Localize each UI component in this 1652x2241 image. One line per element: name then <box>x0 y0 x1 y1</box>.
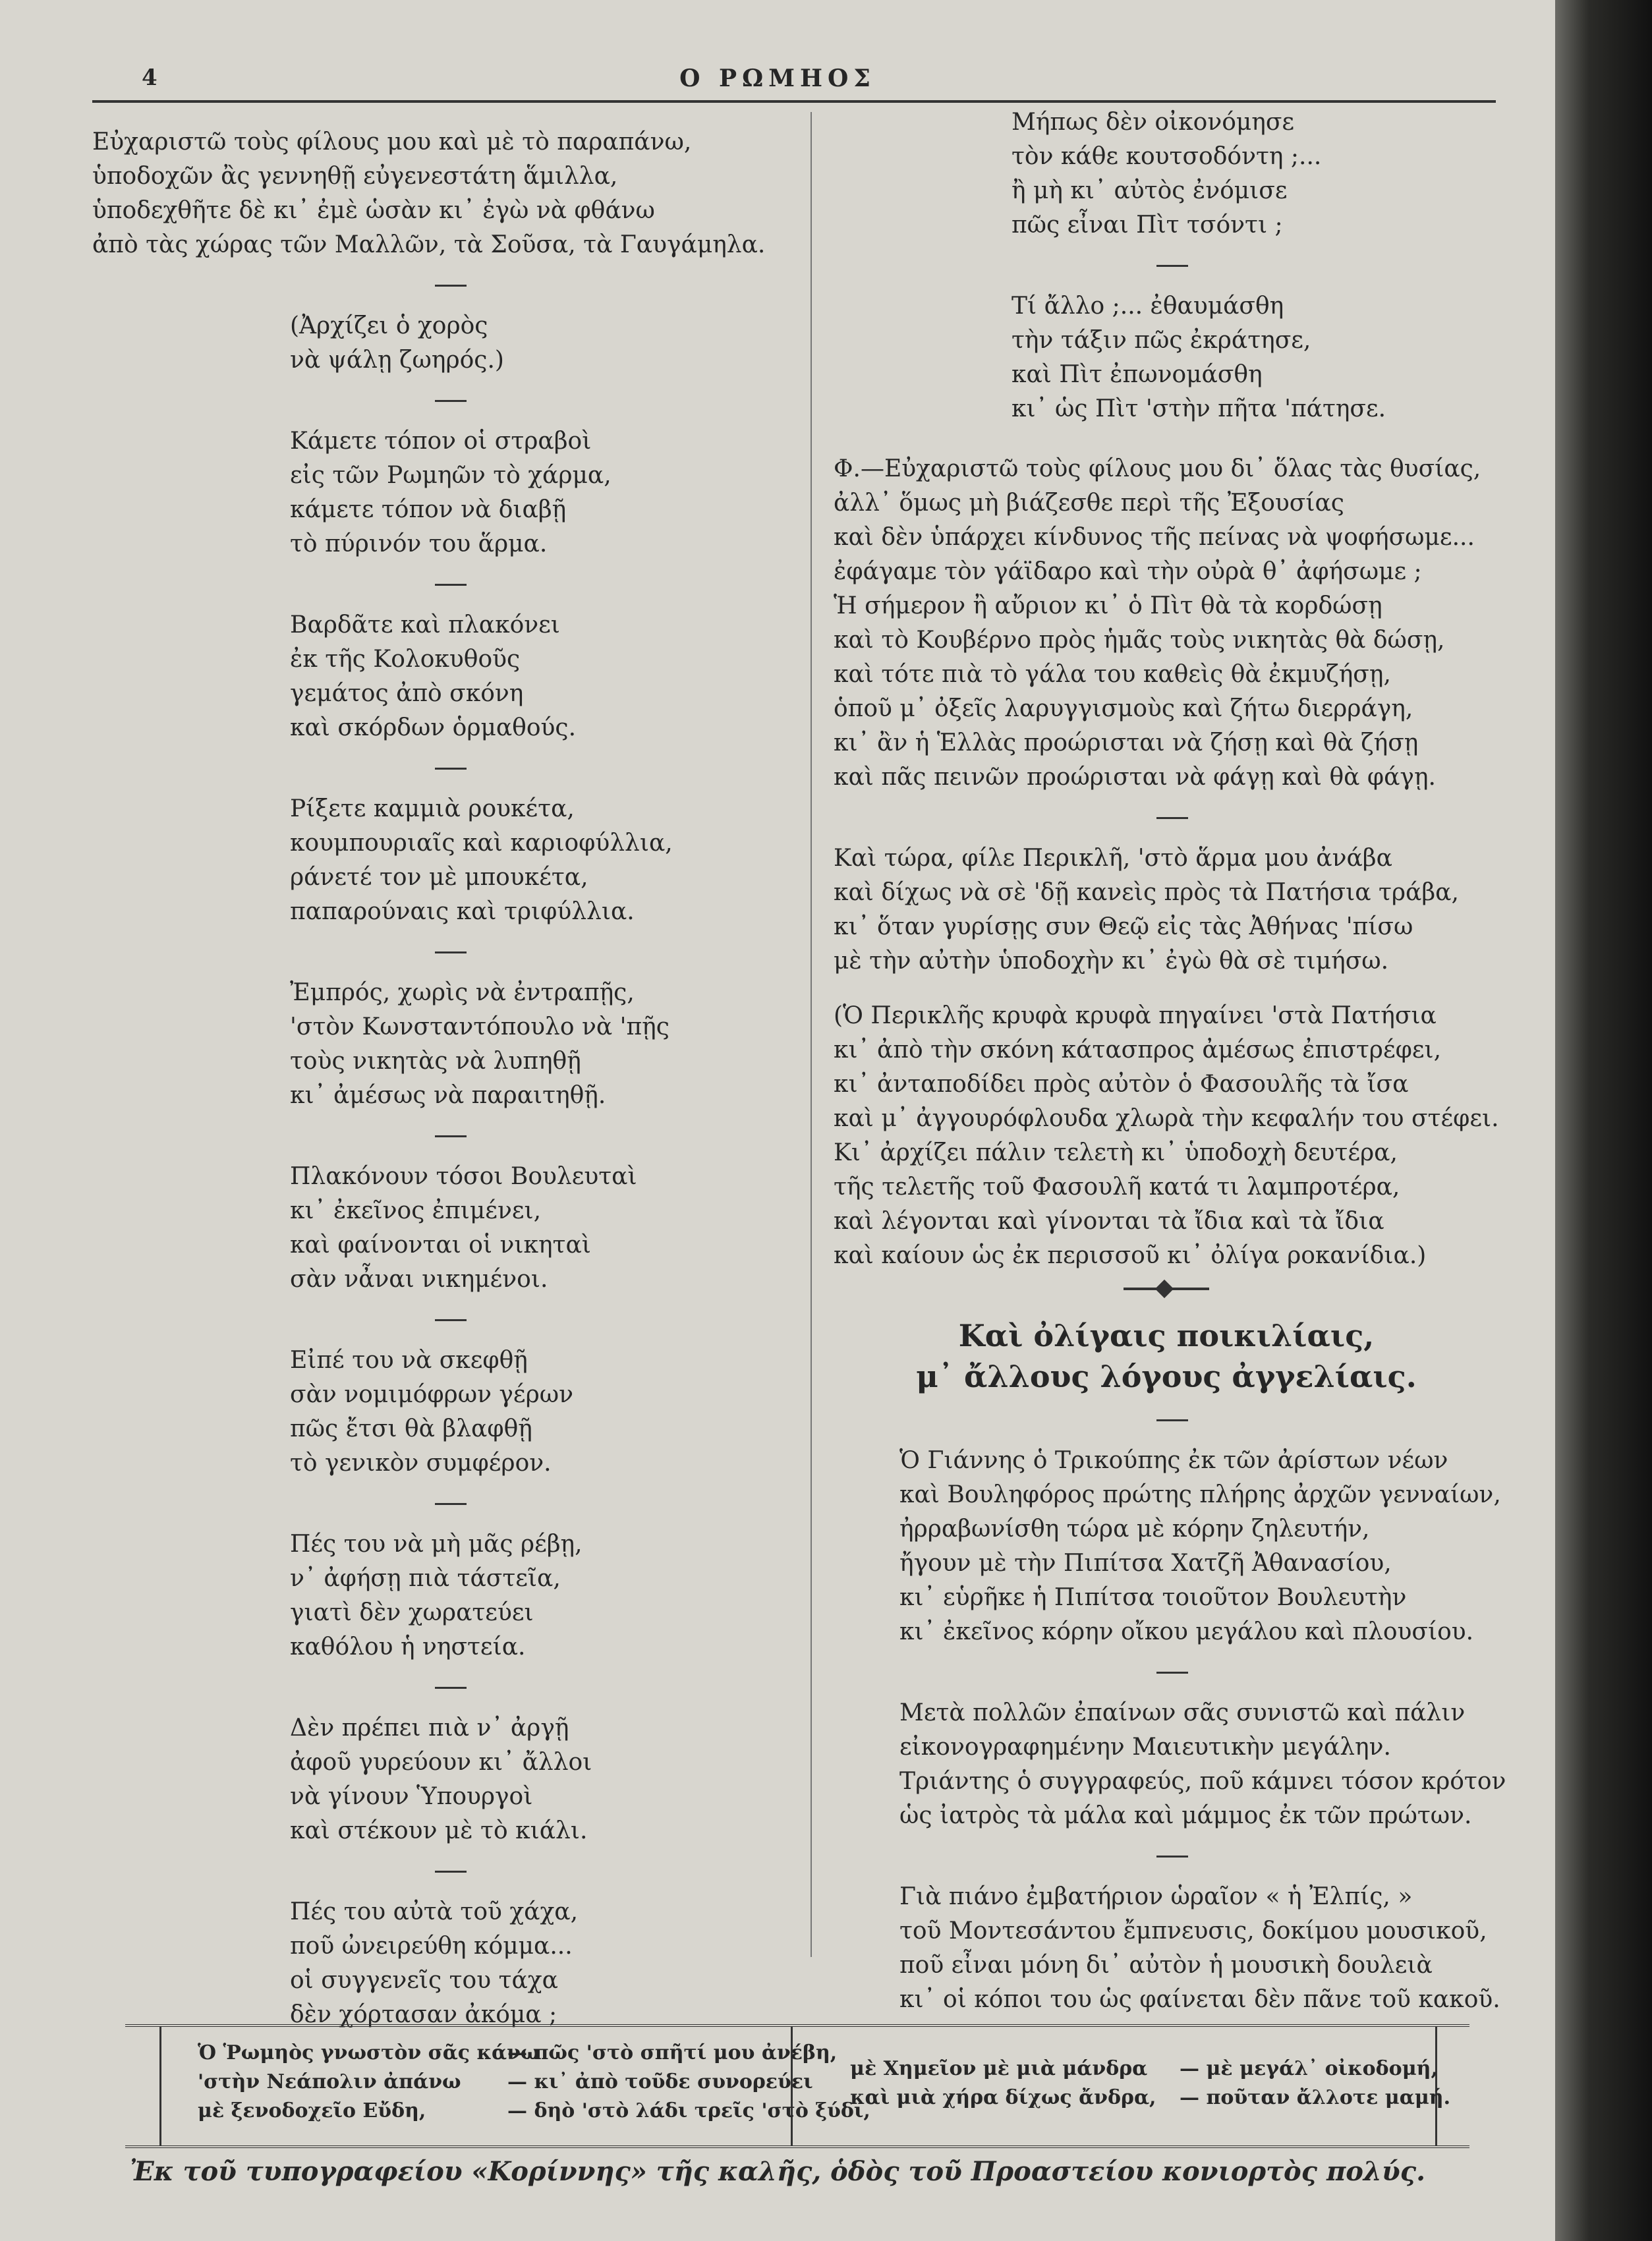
verse-line: ἀλλ᾿ ὅμως μὴ βιάζεσθε περὶ τῆς Ἐξουσίας <box>834 490 1344 517</box>
verse-line: εἰκονογραφημένην Μαιευτικὴν μεγάλην. <box>899 1734 1391 1761</box>
verse-line: ράνετέ τον μὲ μπουκέτα, <box>290 864 588 891</box>
verse-line: 'στὸν Κωνσταντόπουλο νὰ 'πῇς <box>290 1013 669 1040</box>
stanza-dash <box>435 951 467 953</box>
verse-line: καθόλου ἡ νηστεία. <box>290 1633 526 1660</box>
ad-line: μὲ Χημεῖον μὲ μιὰ μάνδρα <box>850 2057 1148 2080</box>
verse-line: ποῦ εἶναι μόνη δι᾿ αὐτὸν ἡ μουσικὴ δουλειὰ <box>899 1952 1433 1979</box>
verse-line: Ἐμπρός, χωρὶς νὰ ἐντραπῇς, <box>290 979 635 1006</box>
verse-line: Ὁ Γιάννης ὁ Τρικούπης ἐκ τῶν ἀρίστων νέων <box>899 1447 1448 1474</box>
verse-line: Κάμετε τόπον οἱ στραβοὶ <box>290 428 592 455</box>
verse-line: καὶ μ᾿ ἀγγουρόφλουδα χλωρὰ τὴν κεφαλήν του στέφει. <box>834 1105 1499 1132</box>
verse-line: κι᾿ ἀπὸ τὴν σκόνη κάτασπρος ἀμέσως ἐπιστρέφει, <box>834 1036 1442 1064</box>
left-stanza-1 <box>92 125 791 262</box>
left-stanza-4 <box>92 608 791 745</box>
verse-line: κι᾿ ἀνταποδίδει πρὸς αὐτὸν ὁ Φασουλῆς τὰ ἴσα <box>834 1071 1409 1098</box>
verse-line: τοῦ Μοντεσάντου ἔμπνευσις, δοκίμου μουσικοῦ, <box>899 1917 1487 1944</box>
stanza-dash <box>435 1871 467 1873</box>
verse-line: Μήπως δὲν οἰκονόμησε <box>1011 109 1295 136</box>
ad-line: — κι᾿ ἀπὸ τοῦδε συνορεύει <box>507 2070 813 2093</box>
stanza-dash <box>435 400 467 402</box>
stanza-dash <box>435 1319 467 1321</box>
verse-line: κι᾿ ἂν ἡ Ἑλλὰς προώρισται νὰ ζήσῃ καὶ θὰ ζήσῃ <box>834 729 1419 756</box>
verse-line: (Ὁ Περικλῆς κρυφὰ κρυφὰ πηγαίνει 'στὰ Πατήσια <box>834 1002 1437 1029</box>
verse-line: κι᾿ ἀμέσως νὰ παραιτηθῇ. <box>290 1082 606 1109</box>
verse-line: Φ.—Εὐχαριστῶ τοὺς φίλους μου δι᾿ ὅλας τὰς θυσίας, <box>834 455 1481 482</box>
stage-direction-final <box>834 999 1499 1273</box>
verse-line: ὑποδεχθῆτε δὲ κι᾿ ἐμὲ ὡσὰν κι᾿ ἐγὼ νὰ φθάνω <box>92 197 655 224</box>
verse-line: Τί ἄλλο ;... ἐθαυμάσθη <box>1011 293 1284 320</box>
section-heading <box>834 1315 1499 1397</box>
stanza-dash <box>435 285 467 287</box>
left-stanza-10 <box>92 1711 791 1848</box>
verse-line: Πλακόνουν τόσοι Βουλευταὶ <box>290 1163 637 1190</box>
ad-line: — μὲ μεγάλ᾿ οἰκοδομή, <box>1180 2057 1438 2080</box>
left-stanza-8 <box>92 1344 791 1481</box>
verse-line: κι᾿ οἱ κόποι του ὡς φαίνεται δὲν πᾶνε τοῦ κακοῦ. <box>899 1986 1500 2013</box>
verse-line: καὶ λέγονται καὶ γίνονται τὰ ἴδια καὶ τὰ ἴδια <box>834 1208 1384 1235</box>
ad-column-3 <box>850 2055 1156 2113</box>
printer-imprint: Ἐκ τοῦ τυπογραφείου «Κορίννης» τῆς καλῆς, ὁδὸς τοῦ Προαστείου κονιορτὸς πολύς. <box>129 2156 1425 2187</box>
fasoulis-speech <box>834 452 1499 795</box>
verse-line: κι᾿ ἐκεῖνος ἐπιμένει, <box>290 1197 542 1224</box>
verse-line: Εἰπέ του νὰ σκεφθῇ <box>290 1347 528 1374</box>
verse-line: Εὐχαριστῶ τοὺς φίλους μου καὶ μὲ τὸ παραπάνω, <box>92 128 692 156</box>
left-column <box>92 125 791 2032</box>
advertisement-box <box>125 2024 1469 2148</box>
verse-line: πῶς ἔτσι θὰ βλαφθῇ <box>290 1415 532 1442</box>
ad-column-4 <box>1180 2055 1450 2113</box>
verse-line: σὰν νἆναι νικημένοι. <box>290 1266 548 1293</box>
verse-line: οἱ συγγενεῖς του τάχα <box>290 1967 558 1994</box>
verse-line: Δὲν πρέπει πιὰ ν᾿ ἀργῇ <box>290 1715 569 1742</box>
verse-line: καὶ δὲν ὑπάρχει κίνδυνος τῆς πείνας νὰ ψοφήσωμε... <box>834 524 1475 551</box>
notice-1 <box>834 1444 1499 1649</box>
verse-line: (Ἀρχίζει ὁ χορὸς <box>290 312 488 339</box>
verse-line: καὶ φαίνονται οἱ νικηταὶ <box>290 1232 591 1259</box>
verse-line: Τριάντης ὁ συγγραφεύς, ποῦ κάμνει τόσον κρότον <box>899 1768 1506 1795</box>
verse-line: ἀφοῦ γυρεύουν κι᾿ ἄλλοι <box>290 1749 592 1776</box>
ad-line: — ποῦταν ἄλλοτε μαμή. <box>1180 2086 1451 2109</box>
verse-line: πῶς εἶναι Πὶτ τσόντι ; <box>1011 212 1283 239</box>
verse-line: μὲ τὴν αὐτὴν ὑποδοχὴν κι᾿ ἐγὼ θὰ σὲ τιμήσω. <box>834 948 1389 975</box>
verse-line: ὑποδοχῶν ἂς γεννηθῇ εὐγενεστάτη ἅμιλλα, <box>92 163 618 190</box>
verse-line: κι᾿ ὡς Πὶτ 'στὴν πῆτα 'πάτησε. <box>1011 395 1386 422</box>
verse-line: Μετὰ πολλῶν ἐπαίνων σᾶς συνιστῶ καὶ πάλιν <box>899 1699 1466 1726</box>
stanza-dash <box>435 584 467 586</box>
verse-line: γιατὶ δὲν χωρατεύει <box>290 1599 534 1626</box>
verse-line: καὶ δίχως νὰ σὲ 'δῇ κανεὶς πρὸς τὰ Πατήσια τράβα, <box>834 879 1459 906</box>
verse-line: Πές του αὐτὰ τοῦ χάχα, <box>290 1898 579 1925</box>
verse-line: παπαρούναις καὶ τριφύλλια. <box>290 898 635 925</box>
verse-line: Ἡ σήμερον ἢ αὔριον κι᾿ ὁ Πὶτ θὰ τὰ κορδώσῃ <box>834 592 1382 619</box>
notice-2 <box>834 1696 1506 1833</box>
right-stanza-2 <box>834 289 1499 426</box>
left-stanza-7 <box>92 1160 791 1297</box>
verse-line: καὶ Βουληφόρος πρώτης πλήρης ἀρχῶν γενναίων, <box>899 1481 1501 1508</box>
stanza-dash <box>1156 1856 1188 1858</box>
stanza-dash <box>435 1503 467 1505</box>
verse-line: καὶ τὸ Κουβέρνο πρὸς ἡμᾶς τοὺς νικητὰς θὰ δώσῃ, <box>834 627 1445 654</box>
verse-line: δὲν χόρτασαν ἀκόμα ; <box>290 2001 557 2028</box>
verse-line: Ρίξετε καμμιὰ ρουκέτα, <box>290 795 575 822</box>
heading-line: Καὶ ὀλίγαις ποικιλίαις, <box>958 1318 1375 1353</box>
verse-line: ὡς ἰατρὸς τὰ μάλα καὶ μάμμος ἐκ τῶν πρώτων. <box>899 1802 1472 1829</box>
left-stanza-6 <box>92 976 791 1113</box>
verse-line: τὸ γενικὸν συμφέρον. <box>290 1450 552 1477</box>
ad-line: — πῶς 'στὸ σπῆτί μου ἀνέβη, <box>507 2041 838 2064</box>
verse-line: ἤγουν μὲ τὴν Πιπίτσα Χατζῆ Ἀθανασίου, <box>899 1550 1392 1577</box>
verse-line: ὁποῦ μ᾿ ὀξεῖς λαρυγγισμοὺς καὶ ζήτω διερράγη, <box>834 695 1413 722</box>
verse-line: καὶ σκόρδων ὁρμαθούς. <box>290 714 577 741</box>
ad-line: Ὁ Ῥωμηὸς γνωστὸν σᾶς κάνω <box>198 2041 540 2064</box>
verse-line: Βαρδᾶτε καὶ πλακόνει <box>290 611 560 638</box>
verse-line: καὶ Πὶτ ἐπωνομάσθη <box>1011 361 1263 388</box>
ad-line: — δηὸ 'στὸ λάδι τρεῖς 'στὸ ξύδι, <box>507 2099 870 2122</box>
verse-line: κι᾿ εὑρῆκε ἡ Πιπίτσα τοιοῦτον Βουλευτὴν <box>899 1584 1407 1611</box>
verse-line: κι᾿ ὅταν γυρίσῃς συν Θεῷ εἰς τὰς Ἀθήνας 'πίσω <box>834 913 1413 940</box>
stanza-dash <box>435 1135 467 1137</box>
verse-line: σὰν νομιμόφρων γέρων <box>290 1381 573 1408</box>
verse-line: καὶ στέκουν μὲ τὸ κιάλι. <box>290 1817 588 1844</box>
verse-line: νὰ γίνουν Ὑπουργοὶ <box>290 1783 533 1810</box>
page-number: 4 <box>142 65 157 91</box>
ad-line: καὶ μιὰ χήρα δίχως ἄνδρα, <box>850 2086 1156 2109</box>
page-title: Ο ΡΩΜΗΟΣ <box>679 65 876 92</box>
right-column <box>834 105 1506 2017</box>
verse-line: ἀπὸ τὰς χώρας τῶν Μαλλῶν, τὰ Σοῦσα, τὰ Γαυγάμηλα. <box>92 231 766 258</box>
stanza-dash <box>1156 817 1188 819</box>
verse-line: κουμπουριαῖς καὶ καριοφύλλια, <box>290 830 673 857</box>
verse-line: Καὶ τώρα, φίλε Περικλῆ, 'στὸ ἅρμα μου ἀνάβα <box>834 845 1392 872</box>
left-stanza-9 <box>92 1527 791 1664</box>
notice-3 <box>834 1880 1499 2017</box>
verse-line: τὸν κάθε κουτσοδόντη ;... <box>1011 143 1322 170</box>
verse-line: καὶ καίουν ὡς ἐκ περισσοῦ κι᾿ ὀλίγα ροκανίδια.) <box>834 1242 1427 1269</box>
verse-line: τοὺς νικητὰς νὰ λυπηθῇ <box>290 1048 581 1075</box>
verse-line: Κι᾿ ἀρχίζει πάλιν τελετὴ κι᾿ ὑποδοχὴ δευτέρα, <box>834 1139 1398 1166</box>
box-divider <box>159 2027 161 2145</box>
ad-column-2 <box>507 2039 870 2126</box>
verse-line: καὶ τότε πιὰ τὸ γάλα του καθεὶς θὰ ἐκμυζήσῃ, <box>834 661 1391 688</box>
stanza-dash <box>435 768 467 770</box>
stanza-dash <box>1156 1419 1188 1421</box>
verse-line: Πές του νὰ μὴ μᾶς ρέβῃ, <box>290 1531 583 1558</box>
ad-line: μὲ ξενοδοχεῖο Εὔδη, <box>198 2099 426 2122</box>
header-rule <box>92 100 1496 103</box>
verse-line: ν᾿ ἀφήσῃ πιὰ τάστεῖα, <box>290 1565 561 1592</box>
verse-line: ἐφάγαμε τὸν γάϊδαρο καὶ τὴν οὐρὰ θ᾿ ἀφήσωμε ; <box>834 558 1422 585</box>
left-stanza-11 <box>92 1895 791 2032</box>
left-stanza-5 <box>92 792 791 929</box>
ad-column-1 <box>198 2039 539 2126</box>
verse-line: ἠρραβωνίσθη τώρα μὲ κόρην ζηλευτήν, <box>899 1516 1370 1543</box>
verse-line: κάμετε τόπον νὰ διαβῇ <box>290 496 567 523</box>
verse-line: γεμάτος ἀπὸ σκόνη <box>290 680 524 707</box>
stanza-dash <box>1156 265 1188 267</box>
verse-line: τὴν τάξιν πῶς ἐκράτησε, <box>1011 327 1311 354</box>
ad-line: 'στὴν Νεάπολιν ἀπάνω <box>198 2070 461 2093</box>
scan-edge-shadow <box>1555 0 1652 2241</box>
verse-line: ἢ μὴ κι᾿ αὐτὸς ἐνόμισε <box>1011 177 1288 204</box>
verse-line: ἐκ τῆς Κολοκυθοῦς <box>290 646 521 673</box>
verse-line: τῆς τελετῆς τοῦ Φασουλῆ κατά τι λαμπροτέρα, <box>834 1174 1400 1201</box>
verse-line: τὸ πύρινόν του ἅρμα. <box>290 530 548 557</box>
verse-line: νὰ ψάλῃ ζωηρός.) <box>290 347 504 374</box>
ornament-divider <box>1124 1288 1209 1290</box>
stage-direction <box>92 309 791 378</box>
right-stanza-1 <box>834 105 1499 242</box>
heading-line: μ᾿ ἄλλους λόγους ἀγγελίαις. <box>916 1359 1417 1394</box>
column-divider <box>811 112 812 1957</box>
right-stanza-3 <box>834 841 1499 979</box>
stanza-dash <box>435 1687 467 1689</box>
verse-line: Γιὰ πιάνο ἐμβατήριον ὡραῖον « ἡ Ἐλπίς, » <box>899 1883 1413 1910</box>
left-stanza-3 <box>92 424 791 561</box>
verse-line: καὶ πᾶς πεινῶν προώρισται νὰ φάγῃ καὶ θὰ φάγῃ. <box>834 764 1436 791</box>
stanza-dash <box>1156 1672 1188 1674</box>
verse-line: ποῦ ὠνειρεύθη κόμμα... <box>290 1933 573 1960</box>
verse-line: κι᾿ ἐκεῖνος κόρην οἴκου μεγάλου καὶ πλουσίου. <box>899 1618 1474 1645</box>
verse-line: εἰς τῶν Ρωμηῶν τὸ χάρμα, <box>290 462 612 489</box>
